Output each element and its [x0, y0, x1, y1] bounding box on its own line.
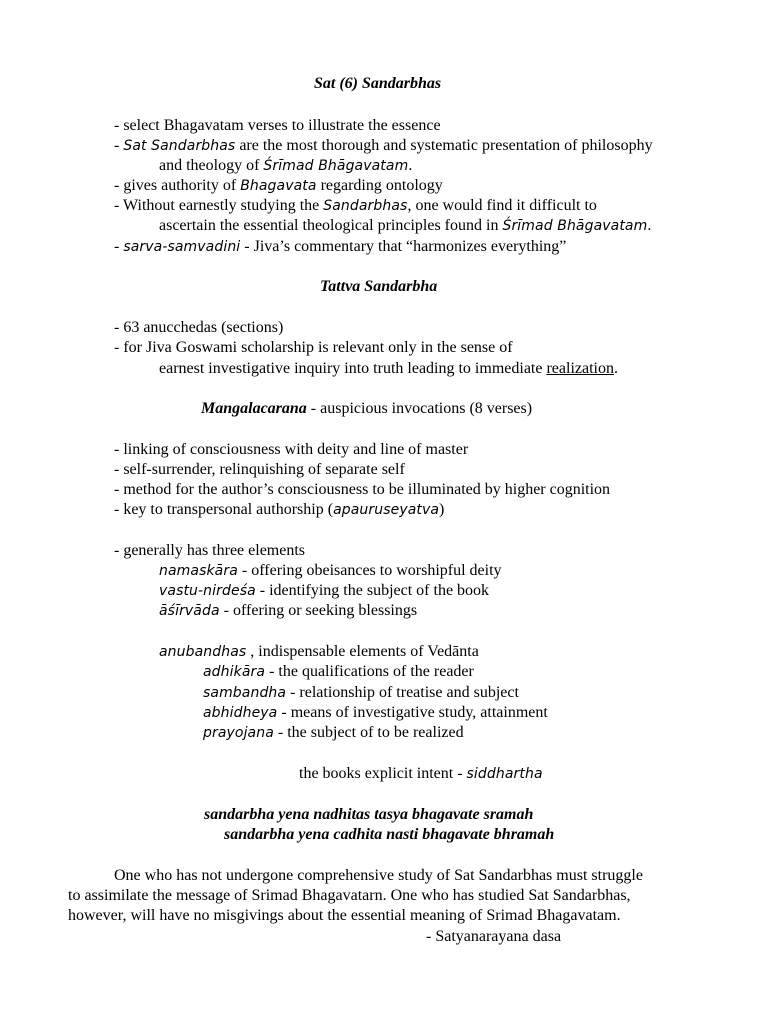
- realization-term: realization: [546, 360, 614, 377]
- anubandha-prayojana: prayojana - the subject of to be realized: [203, 724, 464, 741]
- element-namaskara: namaskāra - offering obeisances to worshipful deity: [159, 562, 502, 579]
- anubandha-adhikara: adhikāra - the qualifications of the reader: [203, 663, 474, 680]
- intro-line-5: - Without earnestly studying the Sandarbhas, one would find it difficult to: [114, 197, 597, 214]
- anubandha-abhidheya: abhidheya - means of investigative study, attainment: [203, 704, 548, 721]
- attribution: - Satyanarayana dasa: [426, 928, 562, 945]
- linking-line-2: - self-surrender, relinquishing of separate self: [114, 461, 405, 478]
- section-title-tattva: Tattva Sandarbha: [320, 278, 438, 295]
- page-title: Sat (6) Sandarbhas: [314, 75, 442, 92]
- intent-line: the books explicit intent - siddhartha: [299, 765, 543, 782]
- intro-line-1: - select Bhagavatam verses to illustrate the essence: [114, 117, 441, 134]
- intro-line-6: ascertain the essential theological principles found in Śrīmad Bhāgavatam.: [159, 217, 652, 234]
- linking-line-3: - method for the author’s consciousness to be illuminated by higher cognition: [114, 481, 611, 498]
- intro-line-4: - gives authority of Bhagavata regarding ontology: [114, 177, 443, 194]
- linking-line-1: - linking of consciousness with deity and line of master: [114, 441, 469, 458]
- verse-line-2: sandarbha yena cadhita nasti bhagavate bhramah: [224, 826, 555, 843]
- tattva-line-1: - 63 anucchedas (sections): [114, 319, 284, 336]
- mangalacarana-heading: Mangalacarana - auspicious invocations (8 verses): [201, 400, 533, 417]
- quote-line-1: One who has not undergone comprehensive study of Sat Sandarbhas must struggle: [114, 867, 643, 884]
- quote-line-2: to assimilate the message of Srimad Bhagavatarn. One who has studied Sat Sandarbhas,: [68, 887, 631, 904]
- anubandhas-heading: anubandhas , indispensable elements of Vedānta: [159, 643, 479, 660]
- anubandha-sambandha: sambandha - relationship of treatise and subject: [203, 684, 519, 701]
- key-line: - key to transpersonal authorship (apauruseyatva): [114, 501, 445, 518]
- intro-line-2: - Sat Sandarbhas are the most thorough and systematic presentation of philosophy: [114, 137, 653, 154]
- element-asirvada: āśīrvāda - offering or seeking blessings: [159, 602, 418, 619]
- elements-heading: - generally has three elements: [114, 542, 306, 559]
- quote-line-3: however, will have no misgivings about the essential meaning of Srimad Bhagavatam.: [68, 907, 621, 924]
- intro-line-3: and theology of Śrīmad Bhāgavatam.: [159, 157, 413, 174]
- intro-line-7: - sarva-samvadini - Jiva’s commentary that “harmonizes everything”: [114, 238, 567, 255]
- verse-line-1: sandarbha yena nadhitas tasya bhagavate sramah: [204, 806, 534, 823]
- tattva-line-3: earnest investigative inquiry into truth leading to immediate realization.: [159, 360, 618, 377]
- element-vastu-nirdesa: vastu-nirdeśa - identifying the subject of the book: [159, 582, 490, 599]
- tattva-line-2: - for Jiva Goswami scholarship is relevant only in the sense of: [114, 339, 513, 356]
